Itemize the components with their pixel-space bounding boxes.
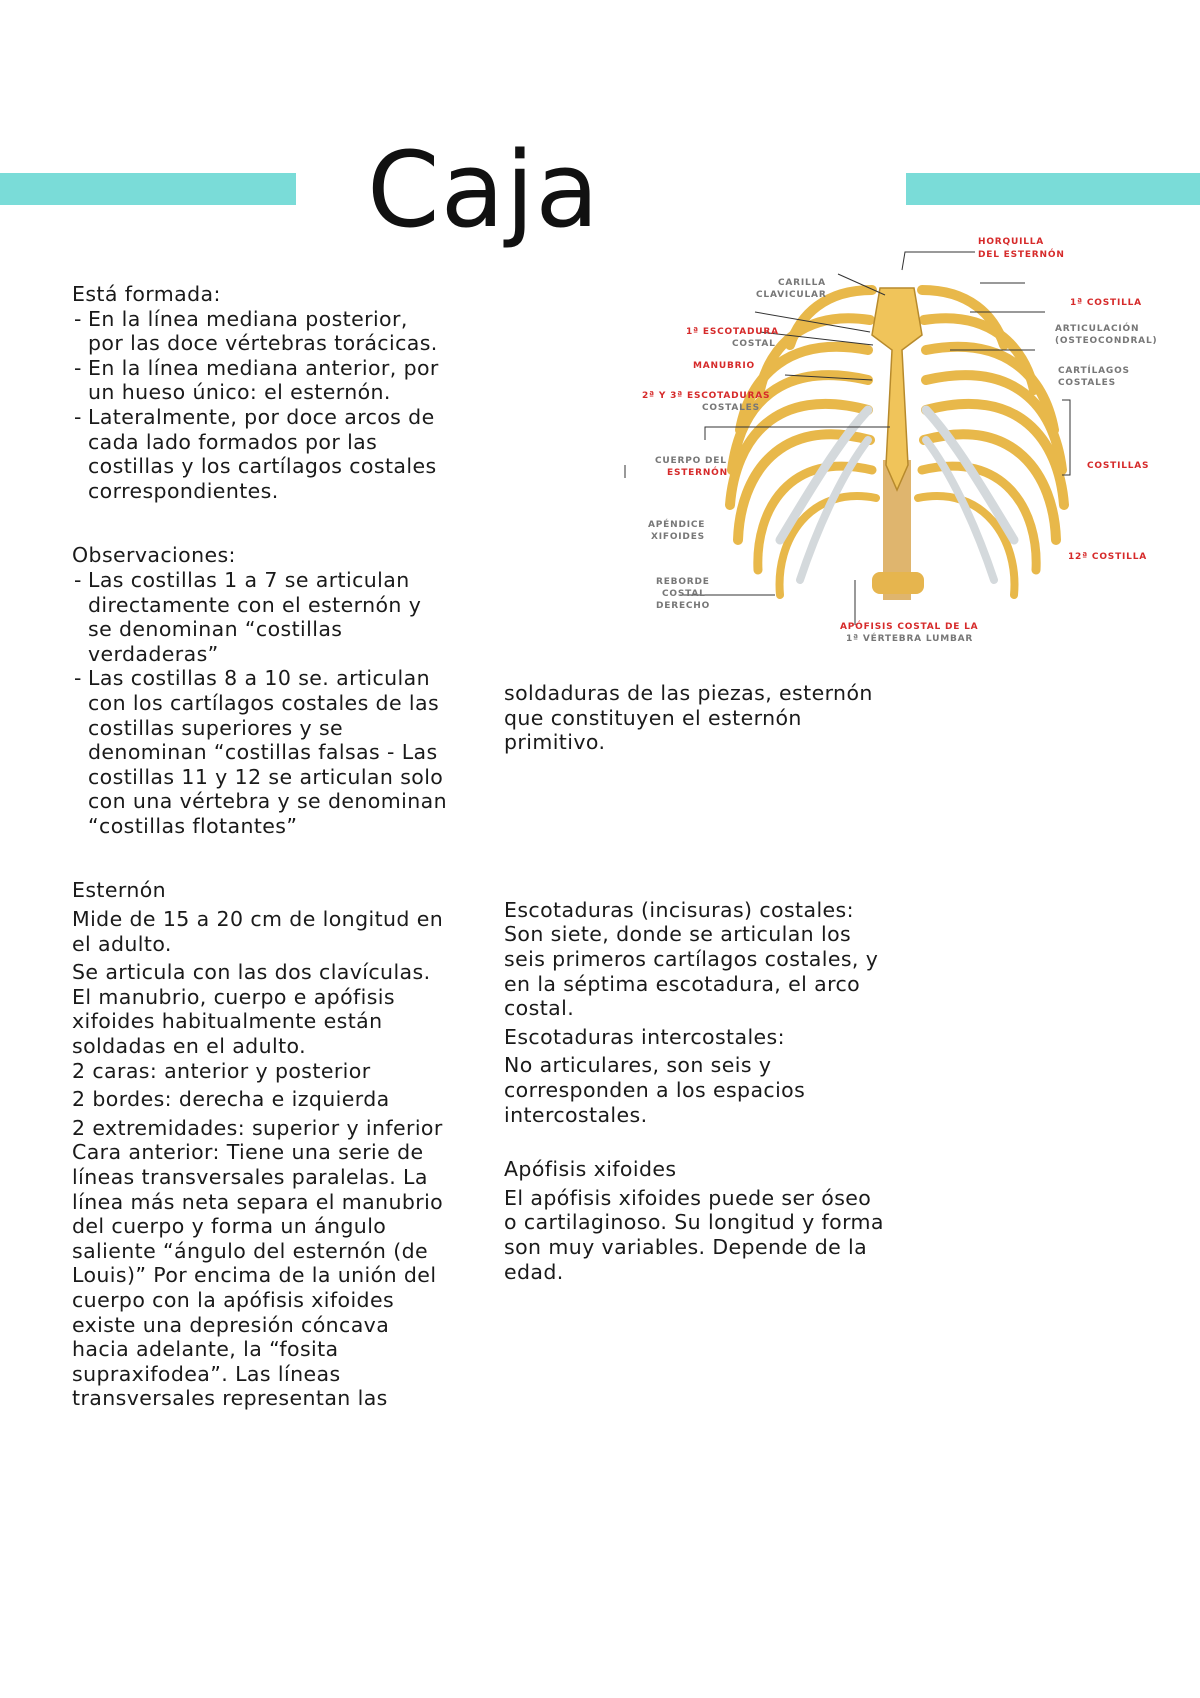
list-item: - Las costillas 1 a 7 se articulan directamente con el esternón y se denominan “costillas verdaderas”	[72, 568, 447, 666]
title-container	[367, 128, 667, 254]
label-cartilagos-2: COSTALES	[1058, 378, 1116, 388]
label-horquilla-1: HORQUILLA	[978, 237, 1045, 247]
sternum	[872, 288, 922, 490]
label-carilla-1: CARILLA	[778, 278, 826, 288]
apofisis-text: El apófisis xifoides puede ser óseo o cartilaginoso. Su longitud y forma son muy variables. Depende de la edad.	[504, 1185, 884, 1284]
label-escotaduras23-1: 2ª Y 3ª ESCOTADURAS	[642, 391, 771, 401]
label-escotadura-2: COSTAL	[732, 339, 776, 349]
label-horquilla-2: DEL ESTERNÓN	[978, 250, 1065, 260]
thoracic-cage-illustration	[640, 237, 1160, 645]
label-carilla-2: CLAVICULAR	[756, 290, 827, 300]
esternon-heading: Esternón	[72, 878, 167, 903]
observaciones-heading: Observaciones:	[72, 543, 236, 568]
apofisis-heading: Apófisis xifoides	[504, 1157, 677, 1182]
esternon-paragraph: 2 caras: anterior y posterior	[72, 1058, 371, 1083]
label-costilla-12: 12ª COSTILLA	[1068, 552, 1147, 562]
label-apendice-1: APÉNDICE	[648, 520, 706, 530]
lumbar-vertebra	[872, 572, 924, 594]
formada-list	[72, 307, 447, 504]
list-item: - En la línea mediana posterior, por las doce vértebras torácicas.	[72, 307, 447, 356]
label-cuerpo-2: ESTERNÓN	[667, 468, 728, 478]
label-reborde-3: DERECHO	[656, 601, 711, 611]
label-apofisis-costal-2: 1ª VÉRTEBRA LUMBAR	[846, 634, 974, 644]
left-column	[72, 282, 447, 1411]
label-costillas: COSTILLAS	[1087, 461, 1150, 471]
label-articulacion-2: (OSTEOCONDRAL)	[1055, 336, 1158, 346]
label-escotadura-1: 1ª ESCOTADURA	[686, 327, 779, 337]
formada-heading: Está formada:	[72, 282, 221, 306]
label-cartilagos-1: CARTÍLAGOS	[1058, 366, 1130, 376]
observaciones-list	[72, 568, 447, 839]
label-apendice-2: XIFOIDES	[651, 532, 705, 542]
escotaduras-costales-heading: Escotaduras (incisuras) costales:	[504, 897, 854, 922]
label-costilla-1: 1ª COSTILLA	[1070, 298, 1142, 308]
escotaduras-costales-text: Son siete, donde se articulan los seis primeros cartílagos costales, y en la séptima escotadura, el arco costal.	[504, 922, 879, 1021]
continuation-paragraph: soldaduras de las piezas, esternón que constituyen el esternón primitivo.	[504, 681, 873, 755]
label-cuerpo-1: CUERPO DEL	[655, 456, 727, 466]
list-item: - Lateralmente, por doce arcos de cada lado formados por las costillas y los cartílagos costales correspondientes.	[72, 405, 447, 503]
esternon-paragraph: 2 extremidades: superior y inferior Cara anterior: Tiene una serie de líneas transversales paralelas. La línea más neta separa el manubrio del cuerpo y forma un ángulo saliente “ángulo del esternón (de Louis)” Por encima de la unión del cuerpo con la apófisis xifoides existe una depresión cóncava hacia adelante, la “fosita supraxifodea”. Las líneas transversales representan las	[72, 1115, 444, 1411]
escotaduras-intercostales-heading: Escotaduras intercostales:	[504, 1024, 785, 1049]
escotaduras-intercostales-text: No articulares, son seis y corresponden a los espacios intercostales.	[504, 1053, 806, 1127]
label-escotaduras23-2: COSTALES	[702, 403, 760, 413]
label-reborde-1: REBORDE	[656, 577, 710, 587]
esternon-paragraph: Mide de 15 a 20 cm de longitud en el adulto.	[72, 907, 444, 956]
accent-bar-left	[0, 173, 296, 205]
label-manubrio: MANUBRIO	[693, 361, 755, 371]
esternon-paragraph: Se articula con las dos clavículas. El manubrio, cuerpo e apófisis xifoides habitualmente están soldadas en el adulto.	[72, 960, 431, 1059]
label-reborde-2: COSTAL	[662, 589, 706, 599]
list-item: - En la línea mediana anterior, por un hueso único: el esternón.	[72, 356, 447, 405]
label-apofisis-costal-1: APÓFISIS COSTAL DE LA	[840, 622, 979, 632]
list-item: - Las costillas 8 a 10 se. articulan con los cartílagos costales de las costillas superiores y se denominan “costillas falsas - Las costillas 11 y 12 se articulan solo con una vértebra y se denominan “costillas flotantes”	[72, 666, 447, 838]
accent-bar-right	[906, 173, 1200, 205]
esternon-paragraph: 2 bordes: derecha e izquierda	[72, 1087, 390, 1112]
right-column	[504, 681, 884, 1284]
label-articulacion-1: ARTICULACIÓN	[1055, 324, 1140, 334]
page-title: Caja	[367, 129, 600, 251]
